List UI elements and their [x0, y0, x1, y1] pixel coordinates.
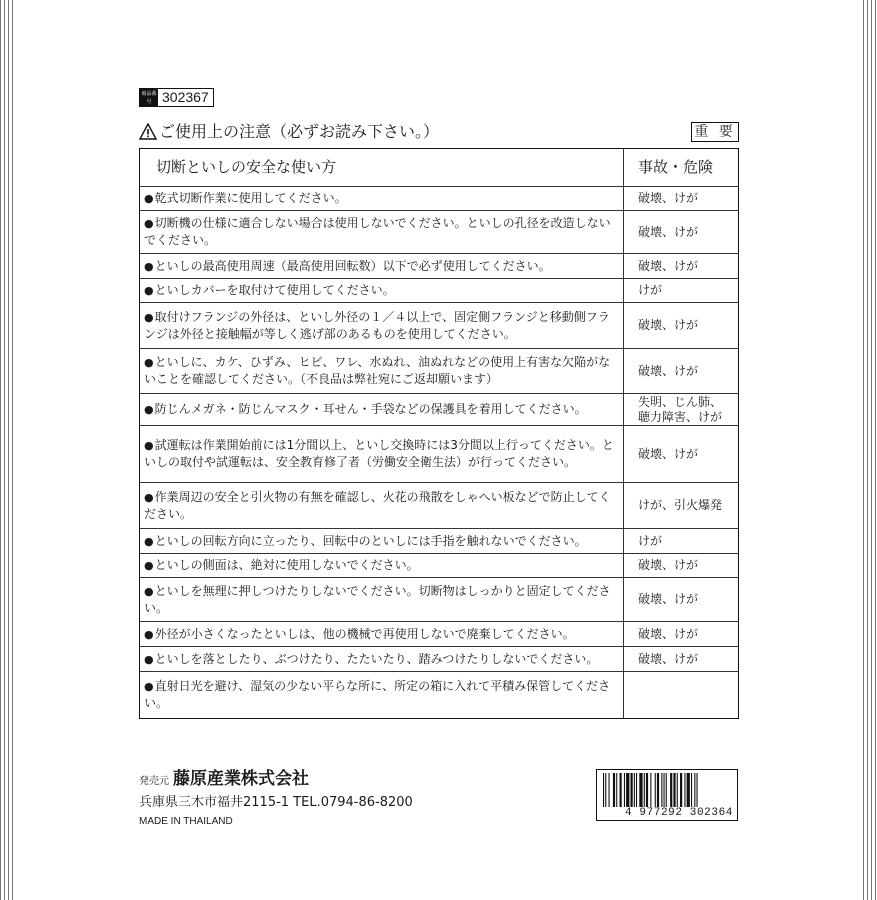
usage-text: 乾式切断作業に使用してください。	[154, 191, 347, 205]
country-of-origin: MADE IN THAILAND	[139, 816, 233, 827]
usage-text: 切断機の仕様に適合しない場合は使用しないでください。といしの孔径を改造しないでください。	[144, 216, 611, 247]
bullet-icon: ●	[144, 652, 154, 666]
usage-cell	[140, 426, 624, 482]
table-row	[140, 253, 738, 278]
risk-cell: けが	[638, 283, 663, 297]
bullet-icon: ●	[144, 192, 154, 205]
table-row	[140, 671, 738, 718]
bullet-icon: ●	[144, 534, 154, 548]
usage-text: 試運転は作業開始前には1分間以上、といし交換時には3分間以上行ってください。といしの取付や試運転は、安全教育修了者（労働安全衛生法）が行ってください。	[144, 438, 614, 469]
table-row	[140, 210, 738, 253]
risk-cell: 破壊、けが	[638, 224, 699, 239]
product-code-number: 302367	[162, 89, 209, 105]
warning-triangle-icon	[139, 123, 157, 140]
risk-cell: 破壊、けが	[638, 592, 699, 606]
usage-text: といしの回転方向に立ったり、回転中のといしには手指を触れないでください。	[154, 533, 587, 548]
table-row	[140, 393, 738, 425]
risk-cell: 破壊、けが	[638, 258, 699, 273]
bullet-icon: ●	[144, 403, 154, 416]
notice-title: ご使用上の注意（必ずお読み下さい。）	[159, 122, 440, 141]
usage-cell	[140, 303, 624, 348]
bullet-icon: ●	[144, 680, 154, 693]
barcode-bars	[603, 773, 733, 807]
risk-cell: けが	[638, 533, 663, 548]
risk-cell: 破壊、けが	[638, 626, 699, 641]
seller-label: 発売元	[139, 776, 169, 787]
table-header-row	[140, 149, 738, 186]
table-row	[140, 553, 738, 577]
table-row	[140, 425, 738, 482]
product-code-label: 商品番号	[141, 90, 157, 105]
usage-cell	[140, 672, 624, 718]
usage-cell	[140, 554, 624, 577]
notice-header	[139, 122, 739, 142]
safety-table	[139, 148, 739, 719]
bullet-icon: ●	[144, 490, 154, 504]
usage-cell	[140, 254, 624, 278]
usage-text: といしの側面は、絶対に使用しないでください。	[154, 558, 419, 572]
bullet-icon: ●	[144, 627, 154, 641]
table-row	[140, 646, 738, 671]
risk-cell: 破壊、けが	[638, 446, 699, 461]
important-badge: 重 要	[691, 122, 739, 142]
bullet-icon: ●	[144, 310, 154, 324]
risk-cell	[624, 672, 738, 718]
usage-cell	[140, 187, 624, 210]
usage-cell	[140, 279, 624, 302]
usage-text: 防じんメガネ・防じんマスク・耳せん・手袋などの保護具を着用してください。	[154, 402, 587, 416]
risk-cell: 破壊、けが	[638, 191, 699, 205]
usage-cell	[140, 394, 624, 425]
bullet-icon: ●	[144, 284, 154, 297]
product-code-box	[139, 88, 214, 107]
usage-cell	[140, 529, 624, 553]
table-row	[140, 348, 738, 393]
usage-cell	[140, 349, 624, 393]
usage-text: 外径が小さくなったといしは、他の機械で再使用しないで廃棄してください。	[154, 626, 575, 641]
usage-text: といしを落としたり、ぶつけたり、たたいたり、踏みつけたりしないでください。	[154, 651, 599, 666]
usage-text: 取付けフランジの外径は、といし外径の１／４以上で、固定側フランジと移動側フランジは外径と接触幅が等しく逃げ部のあるものを使用してください。	[144, 309, 610, 341]
usage-text: 直射日光を避け、湿気の少ない平らな所に、所定の箱に入れて平積み保管してください。	[144, 679, 611, 710]
table-row	[140, 302, 738, 348]
usage-text: といしの最高使用周速（最高使用回転数）以下で必ず使用してください。	[154, 258, 551, 273]
table-row	[140, 528, 738, 553]
usage-column-header: 切断といしの安全な使い方	[140, 149, 624, 186]
company-name: 藤原産業株式会社	[173, 769, 309, 789]
usage-text: といしカバーを取付けて使用してください。	[154, 283, 395, 297]
risk-cell: けが、引火爆発	[638, 498, 723, 512]
table-row	[140, 186, 738, 210]
risk-cell: 破壊、けが	[638, 363, 699, 378]
usage-cell	[140, 578, 624, 621]
bullet-icon: ●	[144, 356, 154, 369]
barcode	[596, 769, 738, 821]
right-edge-lines	[863, 0, 877, 900]
usage-text: 作業周辺の安全と引火物の有無を確認し、火花の飛散をしゃへい板などで防止してください。	[144, 489, 611, 521]
usage-text: といしに、カケ、ひずみ、ヒビ、ワレ、水ぬれ、油ぬれなどの使用上有害な欠陥がないことを確認してください。（不良品は弊社宛にご返却願います）	[144, 355, 611, 386]
usage-cell	[140, 483, 624, 528]
table-row	[140, 621, 738, 646]
risk-cell: 失明、じん肺、聴力障害、けが	[638, 394, 723, 424]
usage-cell	[140, 211, 624, 253]
table-row	[140, 278, 738, 302]
usage-cell	[140, 647, 624, 671]
risk-cell: 破壊、けが	[638, 651, 699, 666]
bullet-icon: ●	[144, 259, 154, 273]
publisher-info	[139, 769, 413, 829]
bullet-icon: ●	[144, 439, 154, 452]
left-edge-lines	[0, 0, 14, 900]
table-row	[140, 577, 738, 621]
risk-cell: 破壊、けが	[638, 558, 699, 572]
bullet-icon: ●	[144, 217, 154, 230]
bullet-icon: ●	[144, 584, 154, 598]
table-row	[140, 482, 738, 528]
company-address: 兵庫県三木市福井2115-1 TEL.0794-86-8200	[139, 795, 413, 810]
bullet-icon: ●	[144, 559, 154, 572]
usage-text: といしを無理に押しつけたりしないでください。切断物はしっかりと固定してください。	[144, 583, 611, 615]
usage-cell	[140, 622, 624, 646]
risk-column-header: 事故・危険	[638, 158, 714, 176]
risk-cell: 破壊、けが	[638, 318, 699, 332]
barcode-digits: 4 977292 302364	[624, 807, 733, 819]
